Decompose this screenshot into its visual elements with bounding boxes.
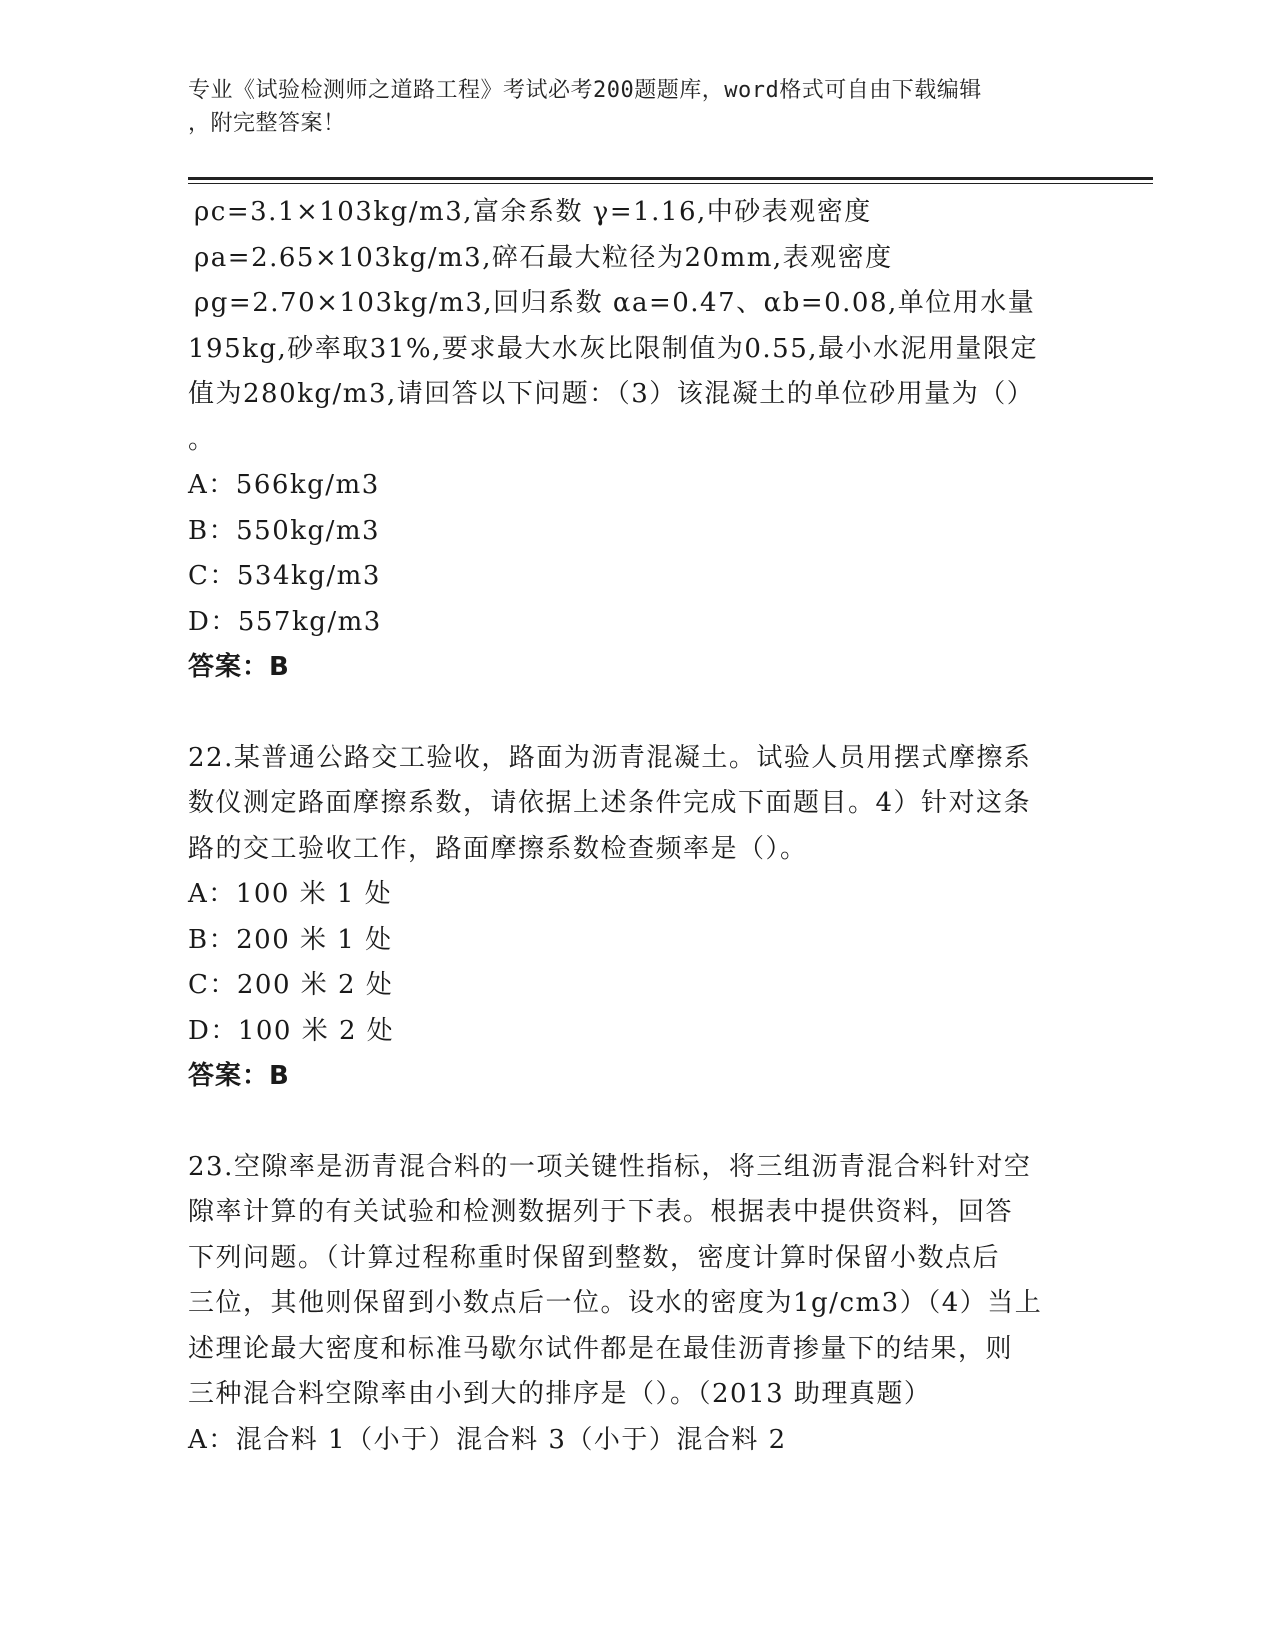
option-b: B：550kg/m3 <box>188 515 381 546</box>
option-b: B：200 米 1 处 <box>188 924 393 955</box>
question-text-line: ρa=2.65×103kg/m3,碎石最大粒径为20mm,表观密度 <box>194 242 893 273</box>
question-text-line: 三位，其他则保留到小数点后一位。设水的密度为1g/cm3）（4）当上 <box>188 1288 1043 1318</box>
answer-line: 答案：B <box>188 1061 290 1091</box>
header-divider-thin <box>188 183 1153 184</box>
option-d: D：100 米 2 处 <box>188 1015 395 1046</box>
option-a: A：混合料 1（小于）混合料 3（小于）混合料 2 <box>188 1424 787 1455</box>
section-gap <box>188 691 1088 736</box>
question-text-line: 隙率计算的有关试验和检测数据列于下表。根据表中提供资料，回答 <box>188 1197 1014 1227</box>
header-title-line-1: 专业《试验检测师之道路工程》考试必考200题题库，word格式可自由下载编辑 <box>188 78 982 103</box>
question-text-line: 路的交工验收工作，路面摩擦系数检查频率是（）。 <box>188 833 808 864</box>
question-text-line: ρg=2.70×103kg/m3,回归系数 αa=0.47、αb=0.08,单位用水量 <box>194 288 1036 318</box>
question-text-line: 数仪测定路面摩擦系数，请依据上述条件完成下面题目。4）针对这条 <box>188 788 1032 818</box>
option-a: A：566kg/m3 <box>188 470 380 500</box>
question-text-line: 值为280kg/m3,请回答以下问题：（3）该混凝土的单位砂用量为（） <box>188 379 1035 409</box>
question-text-line: 。 <box>188 424 216 455</box>
option-c: C：200 米 2 处 <box>188 970 394 1000</box>
question-text-line: 23.空隙率是沥青混合料的一项关键性指标，将三组沥青混合料针对空 <box>188 1151 1032 1182</box>
header-divider-thick <box>188 177 1153 180</box>
question-text-line: 22.某普通公路交工验收，路面为沥青混凝土。试验人员用摆式摩擦系 <box>188 742 1032 773</box>
question-21 <box>188 190 1088 691</box>
document-body <box>188 190 1088 1463</box>
answer-line: 答案：B <box>188 652 290 682</box>
option-c: C：534kg/m3 <box>188 561 381 591</box>
question-text-line: 三种混合料空隙率由小到大的排序是（）。（2013 助理真题） <box>188 1379 932 1409</box>
question-23 <box>188 1145 1088 1464</box>
option-a: A：100 米 1 处 <box>188 879 393 909</box>
question-22 <box>188 736 1088 1100</box>
question-text-line: ρc=3.1×103kg/m3,富余系数 γ=1.16,中砂表观密度 <box>194 197 872 227</box>
header-title-line-2: ，附完整答案！ <box>188 111 346 136</box>
page-header <box>188 74 1068 140</box>
question-text-line: 下列问题。（计算过程称重时保留到整数，密度计算时保留小数点后 <box>188 1242 1001 1273</box>
option-d: D：557kg/m3 <box>188 606 382 637</box>
section-gap <box>188 1100 1088 1145</box>
question-text-line: 195kg,砂率取31%,要求最大水灰比限制值为0.55,最小水泥用量限定 <box>188 333 1038 364</box>
question-text-line: 述理论最大密度和标准马歇尔试件都是在最佳沥青掺量下的结果，则 <box>188 1333 1014 1364</box>
